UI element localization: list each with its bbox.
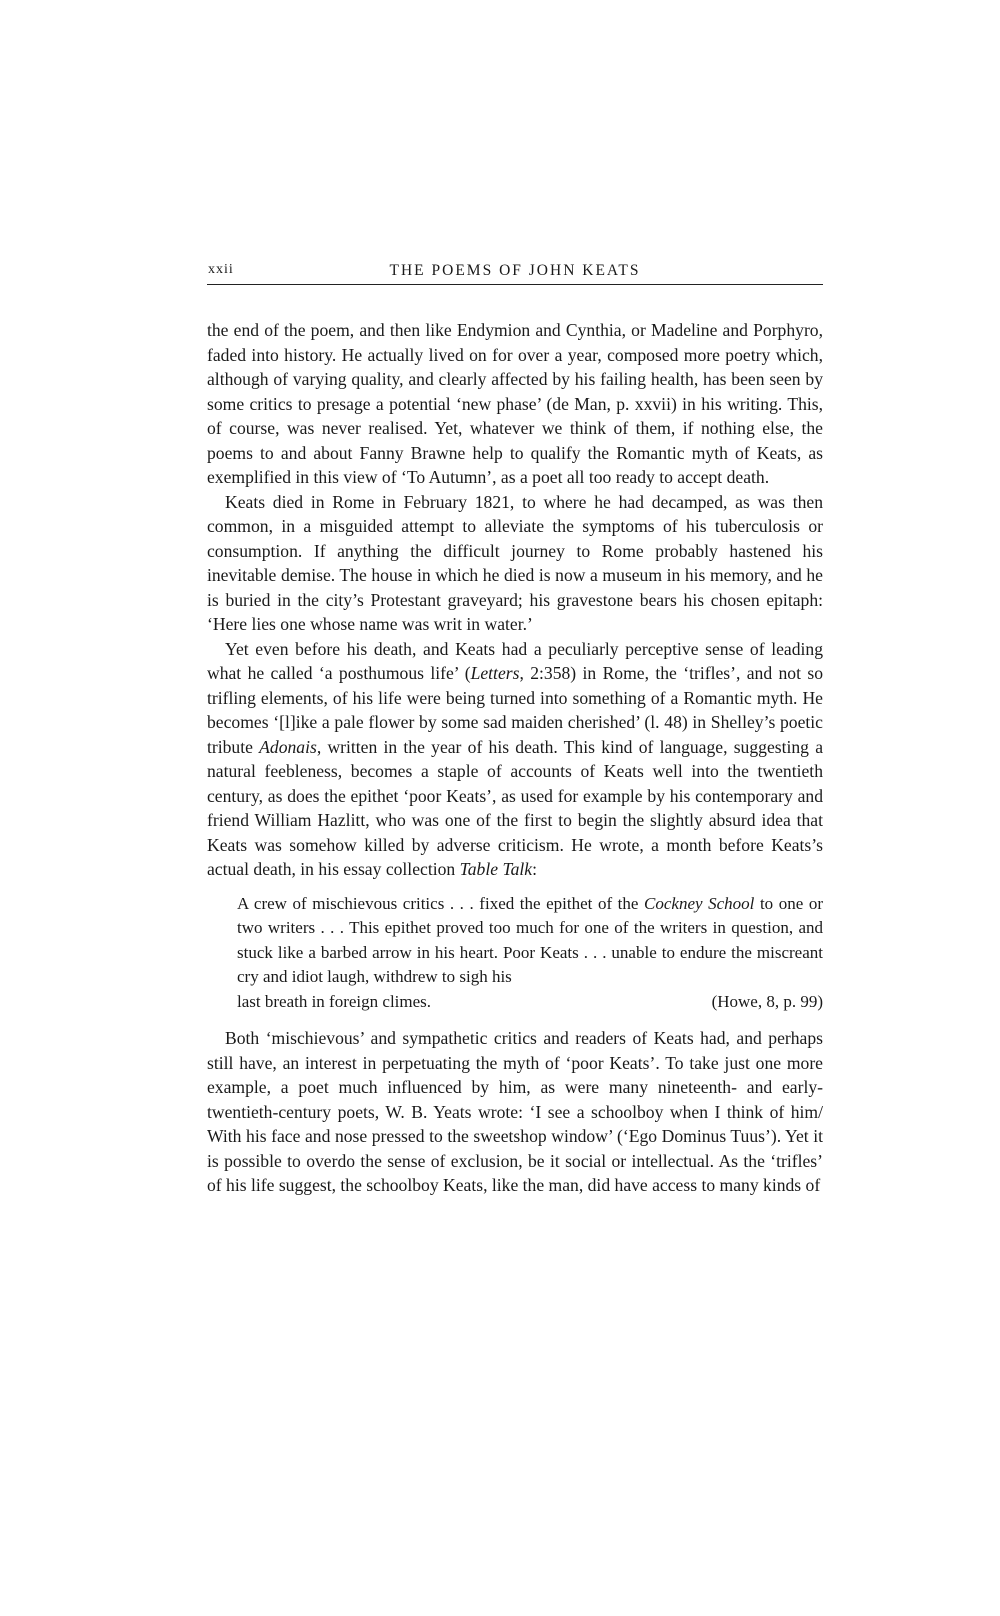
- paragraph-continuation: [207, 318, 823, 490]
- adonais-title: Adonais: [259, 736, 317, 757]
- paragraph-3-text-c: , 2:358) in Rome, the ‘trifles’, and not so trifling elements, of his life were being turned into something of a Romantic myth. He becomes ‘[l]ike a pale flower by some sad maiden cherished’ (l. 48) in Shelley’s poetic tribute: [207, 663, 823, 757]
- quotation-body: [237, 892, 823, 990]
- page-number: xxii: [208, 262, 234, 277]
- hazlitt-quotation: [237, 892, 823, 1015]
- book-title: THE POEMS OF JOHN KEATS: [389, 262, 641, 279]
- quotation-citation: (Howe, 8, p. 99): [711, 991, 823, 1011]
- quotation-text-c: to one or two writers . . . This epithet proved too much for one of the writers in question, and stuck like a barbed arrow in his heart. Poor Keats . . . unable to endure the miscreant cry and idiot laugh, withdrew to sigh his: [237, 893, 823, 986]
- paragraph-3-text-g: :: [532, 859, 538, 879]
- quotation-last-line: [237, 990, 823, 1015]
- paragraph-romantic-myth: [207, 637, 823, 882]
- quotation-last-text: last breath in foreign climes.: [237, 991, 432, 1011]
- table-talk-title: Table Talk: [459, 859, 533, 879]
- paragraph-poor-keats: [207, 1026, 823, 1198]
- paragraph-3-text-e: , written in the year of his death. This kind of language, suggesting a natural feebleness, becomes a staple of accounts of Keats well into the twentieth century, as does the epithet ‘poor Keats’, as used for example by his contemporary and friend William Hazlitt, who was one of the first to begin the slightly absurd idea that Keats was somehow killed by adverse criticism. He wrote, a month before Keats’s actual death, in his essay collection: [207, 736, 823, 879]
- paragraph-2-text: Keats died in Rome in February 1821, to where he had decamped, as was then common, in a misguided attempt to alleviate the symptoms of his tuberculosis or consumption. If anything the difficult journey to Rome probably hastened his inevitable demise. The house in which he died is now a museum in his memory, and he is buried in the city’s Protestant graveyard; his gravestone bears his chosen epitaph: ‘Here lies one whose name was writ in water.’: [207, 491, 823, 634]
- cockney-school-title: Cockney School: [644, 893, 755, 913]
- paragraph-3-text-a: Yet even before his death, and Keats had a peculiarly perceptive sense of leading what he called ‘a posthumous life’ (: [207, 638, 823, 683]
- running-head: [207, 262, 823, 285]
- paragraph-1-text: the end of the poem, and then like Endymion and Cynthia, or Madeline and Porphyro, faded into history. He actually lived on for over a year, composed more poetry which, although of varying quality, and clearly affected by his failing health, has been seen by some critics to presage a potential ‘new phase’ (de Man, p. xxvii) in his writing. This, of course, was never realised. Yet, whatever we think of them, if nothing else, the poems to and about Fanny Brawne help to qualify the Romantic myth of Keats, as exemplified in this view of ‘To Autumn’, as a poet all too ready to accept death.: [207, 320, 823, 487]
- letters-title: Letters: [470, 663, 520, 683]
- body-text: [207, 318, 823, 1198]
- paragraph-keats-death: [207, 490, 823, 637]
- paragraph-4-text: Both ‘mischievous’ and sympathetic critics and readers of Keats had, and perhaps still have, an interest in perpetuating the myth of ‘poor Keats’. To take just one more example, a poet much influenced by him, as were many nineteenth- and early-twentieth-century poets, W. B. Yeats wrote: ‘I see a schoolboy when I think of him/ With his face and nose pressed to the sweetshop window’ (‘Ego Dominus Tuus’). Yet it is possible to overdo the sense of exclusion, be it social or intellectual. As the ‘trifles’ of his life suggest, the schoolboy Keats, like the man, did have access to many kinds of: [207, 1028, 823, 1195]
- quotation-text-a: A crew of mischievous critics . . . fixed the epithet of the: [237, 893, 645, 913]
